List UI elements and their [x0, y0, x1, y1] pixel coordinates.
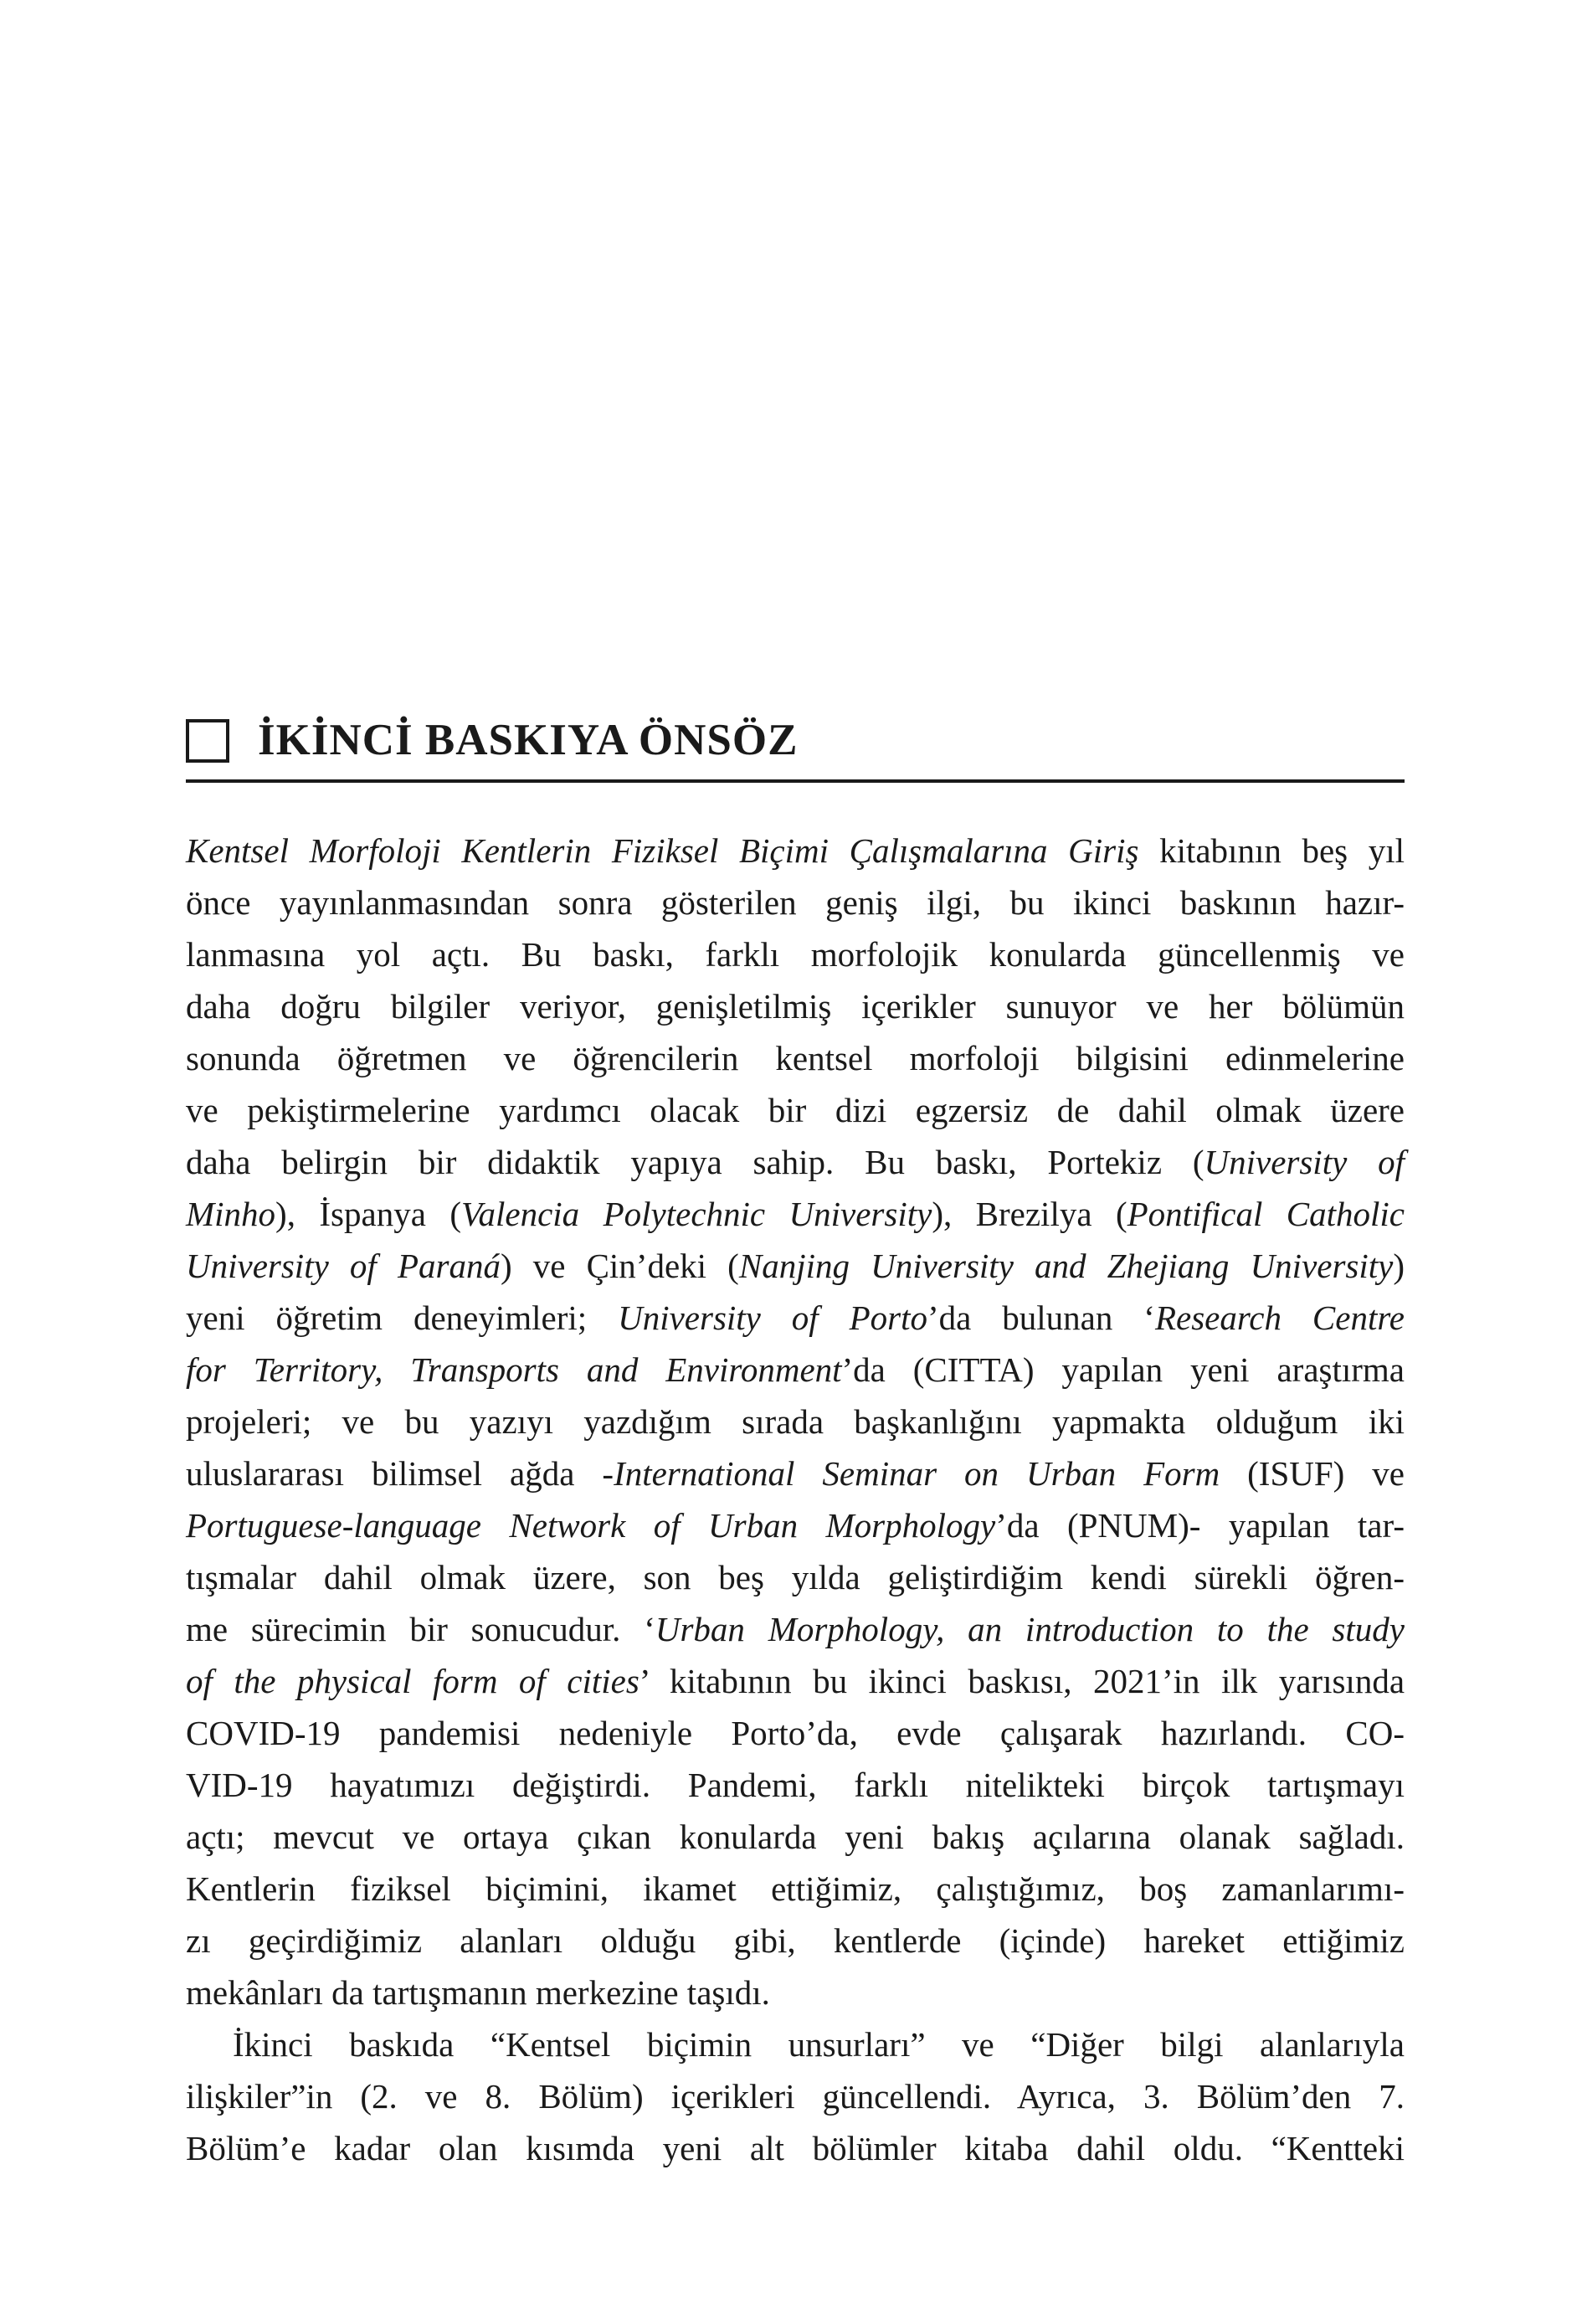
- text-segment: COVID-19 pandemisi nedeniyle Porto’da, evde çalışarak hazırlandı. CO-: [186, 1714, 1405, 1752]
- text-segment: ) ve Çin’deki (: [500, 1247, 739, 1285]
- body-line: [186, 825, 1405, 877]
- text-segment: lanmasına yol açtı. Bu baskı, farklı morfolojik konularda güncellenmiş ve: [186, 935, 1405, 974]
- text-segment: VID-19 hayatımızı değiştirdi. Pandemi, farklı nitelikteki birçok tartışmayı: [186, 1766, 1405, 1804]
- body-line: [186, 1240, 1405, 1292]
- body-line: [186, 928, 1405, 980]
- text-segment: ’ kitabının bu ikinci baskısı, 2021’in ilk yarısında: [639, 1662, 1405, 1700]
- italic-text-segment: University of Porto: [618, 1298, 928, 1337]
- italic-text-segment: University of Paraná: [186, 1247, 501, 1285]
- text-segment: ): [1393, 1247, 1405, 1285]
- body-line: [186, 1188, 1405, 1240]
- text-segment: ’da (CITTA) yapılan yeni araştırma: [841, 1350, 1405, 1389]
- body-line: [186, 1499, 1405, 1551]
- body-line: [186, 1344, 1405, 1396]
- text-segment: İkinci baskıda “Kentsel biçimin unsurları” ve “Diğer bilgi alanlarıyla: [233, 2025, 1405, 2064]
- section-heading: [186, 718, 1405, 763]
- body-line: [186, 1551, 1405, 1603]
- text-segment: yeni öğretim deneyimleri;: [186, 1298, 619, 1337]
- body-line: [186, 1136, 1405, 1188]
- body-line: [186, 1032, 1405, 1084]
- text-segment: daha belirgin bir didaktik yapıya sahip. Bu baskı, Portekiz (: [186, 1143, 1204, 1181]
- text-segment: tışmalar dahil olmak üzere, son beş yılda geliştirdiğim kendi sürekli öğren-: [186, 1558, 1405, 1596]
- body-line: [186, 1603, 1405, 1655]
- body-line: [186, 980, 1405, 1032]
- italic-text-segment: of the physical form of cities: [186, 1662, 639, 1700]
- body-line: [186, 2122, 1405, 2174]
- body-line: [186, 1292, 1405, 1344]
- text-segment: Kentlerin fiziksel biçimini, ikamet ettiğimiz, çalıştığımız, boş zamanlarımı-: [186, 1869, 1405, 1908]
- italic-text-segment: Portuguese-language Network of Urban Morphology: [186, 1506, 996, 1545]
- body-line: [186, 2070, 1405, 2122]
- italic-text-segment: Kentsel Morfoloji Kentlerin Fiziksel Biçimi Çalışmalarına Giriş: [186, 831, 1139, 870]
- text-segment: ’da (PNUM)- yapılan tar-: [995, 1506, 1405, 1545]
- text-segment: ’da bulunan ‘: [927, 1298, 1155, 1337]
- body-line: [186, 1396, 1405, 1447]
- square-bullet-icon: [186, 719, 229, 763]
- italic-text-segment: for Territory, Transports and Environment: [186, 1350, 842, 1389]
- text-segment: ve pekiştirmelerine yardımcı olacak bir dizi egzersiz de dahil olmak üzere: [186, 1091, 1405, 1129]
- text-segment: ilişkiler”in (2. ve 8. Bölüm) içerikleri güncellendi. Ayrıca, 3. Bölüm’den 7.: [186, 2077, 1405, 2116]
- page-content: [186, 718, 1405, 2174]
- italic-text-segment: University of: [1204, 1143, 1405, 1181]
- body-line: [186, 1447, 1405, 1499]
- text-segment: zı geçirdiğimiz alanları olduğu gibi, kentlerde (içinde) hareket ettiğimiz: [186, 1921, 1405, 1960]
- italic-text-segment: Nanjing University and Zhejiang University: [738, 1247, 1394, 1285]
- italic-text-segment: Minho: [186, 1195, 276, 1233]
- body-line: [186, 1084, 1405, 1136]
- body-line: [186, 1863, 1405, 1915]
- body-line: [186, 2018, 1405, 2070]
- body-line: [186, 1759, 1405, 1811]
- body-line: [186, 1655, 1405, 1707]
- preface-body: [186, 825, 1405, 2174]
- text-segment: Bölüm’e kadar olan kısımda yeni alt bölümler kitaba dahil oldu. “Kentteki: [186, 2129, 1405, 2167]
- body-line: [186, 1967, 1405, 2018]
- text-segment: sonunda öğretmen ve öğrencilerin kentsel morfoloji bilgisini edinmelerine: [186, 1039, 1405, 1077]
- text-segment: uluslararası bilimsel ağda -: [186, 1454, 614, 1493]
- heading-rule: [186, 779, 1405, 783]
- text-segment: (ISUF) ve: [1220, 1454, 1405, 1493]
- italic-text-segment: Valencia Polytechnic University: [460, 1195, 932, 1233]
- text-segment: mekânları da tartışmanın merkezine taşıdı.: [186, 1973, 770, 2012]
- body-line: [186, 1707, 1405, 1759]
- italic-text-segment: Research Centre: [1154, 1298, 1405, 1337]
- text-segment: me sürecimin bir sonucudur. ‘: [186, 1610, 655, 1648]
- body-line: [186, 877, 1405, 928]
- italic-text-segment: Pontifical Catholic: [1127, 1195, 1405, 1233]
- text-segment: kitabının beş yıl: [1138, 831, 1405, 870]
- italic-text-segment: International Seminar on Urban Form: [614, 1454, 1220, 1493]
- text-segment: projeleri; ve bu yazıyı yazdığım sırada başkanlığını yapmakta olduğum iki: [186, 1402, 1405, 1441]
- text-segment: ), Brezilya (: [932, 1195, 1127, 1233]
- body-line: [186, 1915, 1405, 1967]
- page-title: İKİNCİ BASKIYA ÖNSÖZ: [258, 716, 799, 764]
- text-segment: önce yayınlanmasından sonra gösterilen geniş ilgi, bu ikinci baskının hazır-: [186, 883, 1405, 922]
- italic-text-segment: Urban Morphology, an introduction to the study: [655, 1610, 1405, 1648]
- body-line: [186, 1811, 1405, 1863]
- text-segment: açtı; mevcut ve ortaya çıkan konularda yeni bakış açılarına olanak sağladı.: [186, 1818, 1405, 1856]
- text-segment: daha doğru bilgiler veriyor, genişletilmiş içerikler sunuyor ve her bölümün: [186, 987, 1405, 1026]
- text-segment: ), İspanya (: [275, 1195, 461, 1233]
